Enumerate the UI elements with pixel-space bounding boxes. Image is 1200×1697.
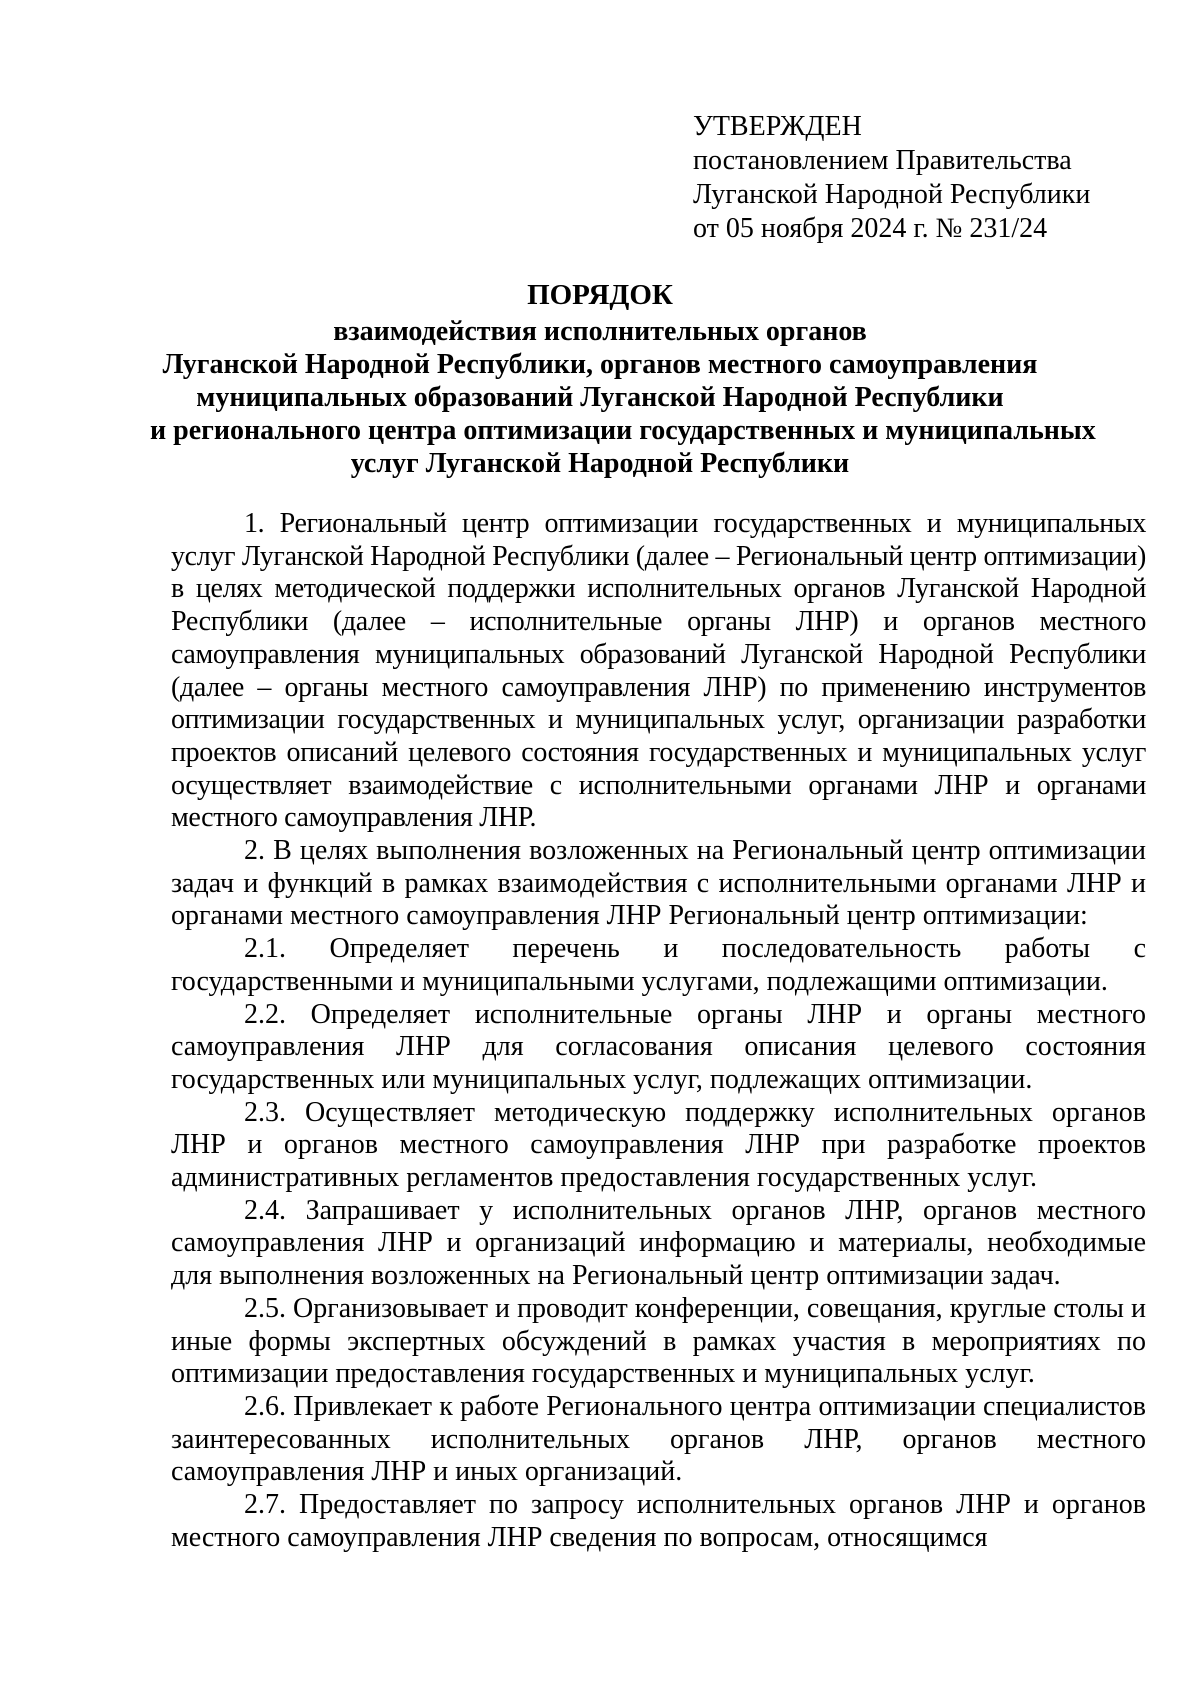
document-subtitle-line-3: муниципальных образований Луганской Народной Республики xyxy=(196,382,1004,413)
paragraph-2-2: 2.2. Определяет исполнительные органы ЛНР и органы местного самоуправления ЛНР для согласования описания целевого состояния государственных или муниципальных услуг, подлежащих оптимизации. xyxy=(171,998,1146,1095)
approval-heading: УТВЕРЖДЕН xyxy=(693,111,862,142)
approval-line-resolution: постановлением Правительства xyxy=(693,145,1072,176)
paragraph-1: 1. Региональный центр оптимизации государственных и муниципальных услуг Луганской Народной Республики (далее – Региональный центр оптимизации) в целях методической поддержки исполнительных органов Луганской Народной Республики (далее – исполнительные органы ЛНР) и органов местного самоуправления муниципальных образований Луганской Народной Республики (далее – органы местного самоуправления ЛНР) по применению инструментов оптимизации государственных и муниципальных услуг, организации разработки проектов описаний целевого состояния государственных и муниципальных услуг осуществляет взаимодействие с исполнительными органами ЛНР и органами местного самоуправления ЛНР. xyxy=(171,508,1146,834)
approval-line-republic: Луганской Народной Республики xyxy=(693,179,1091,210)
paragraph-2: 2. В целях выполнения возложенных на Региональный центр оптимизации задач и функций в рамках взаимодействия с исполнительными органами ЛНР и органами местного самоуправления ЛНР Региональный центр оптимизации: xyxy=(171,835,1146,932)
document-subtitle-line-1: взаимодействия исполнительных органов xyxy=(333,316,867,347)
approval-stamp-block xyxy=(693,110,1090,246)
document-subtitle-line-5: услуг Луганской Народной Республики xyxy=(350,448,850,479)
approval-line-date-number: от 05 ноября 2024 г. № 231/24 xyxy=(693,213,1048,244)
document-title-block xyxy=(150,275,1096,480)
paragraph-2-4: 2.4. Запрашивает у исполнительных органов ЛНР, органов местного самоуправления ЛНР и организаций информацию и материалы, необходимые для выполнения возложенных на Региональный центр оптимизации задач. xyxy=(171,1194,1146,1292)
document-title: ПОРЯДОК xyxy=(527,279,673,311)
document-body xyxy=(171,508,1146,1555)
paragraph-2-6: 2.6. Привлекает к работе Регионального центра оптимизации специалистов заинтересованных исполнительных органов ЛНР, органов местного самоуправления ЛНР и иных организаций. xyxy=(171,1390,1146,1488)
document-subtitle-line-4: и регионального центра оптимизации государственных и муниципальных xyxy=(150,415,1096,446)
paragraph-2-7: 2.7. Предоставляет по запросу исполнительных органов ЛНР и органов местного самоуправления ЛНР сведения по вопросам, относящимся xyxy=(171,1489,1146,1553)
paragraph-2-3: 2.3. Осуществляет методическую поддержку исполнительных органов ЛНР и органов местного самоуправления ЛНР при разработке проектов административных регламентов предоставления государственных услуг. xyxy=(171,1096,1146,1194)
paragraph-2-5: 2.5. Организовывает и проводит конференции, совещания, круглые столы и иные формы экспертных обсуждений в рамках участия в мероприятиях по оптимизации предоставления государственных и муниципальных услуг. xyxy=(171,1292,1146,1390)
document-subtitle-line-2: Луганской Народной Республики, органов местного самоуправления xyxy=(162,349,1038,380)
paragraph-2-1: 2.1. Определяет перечень и последовательность работы с государственными и муниципальными услугами, подлежащими оптимизации. xyxy=(171,933,1146,997)
